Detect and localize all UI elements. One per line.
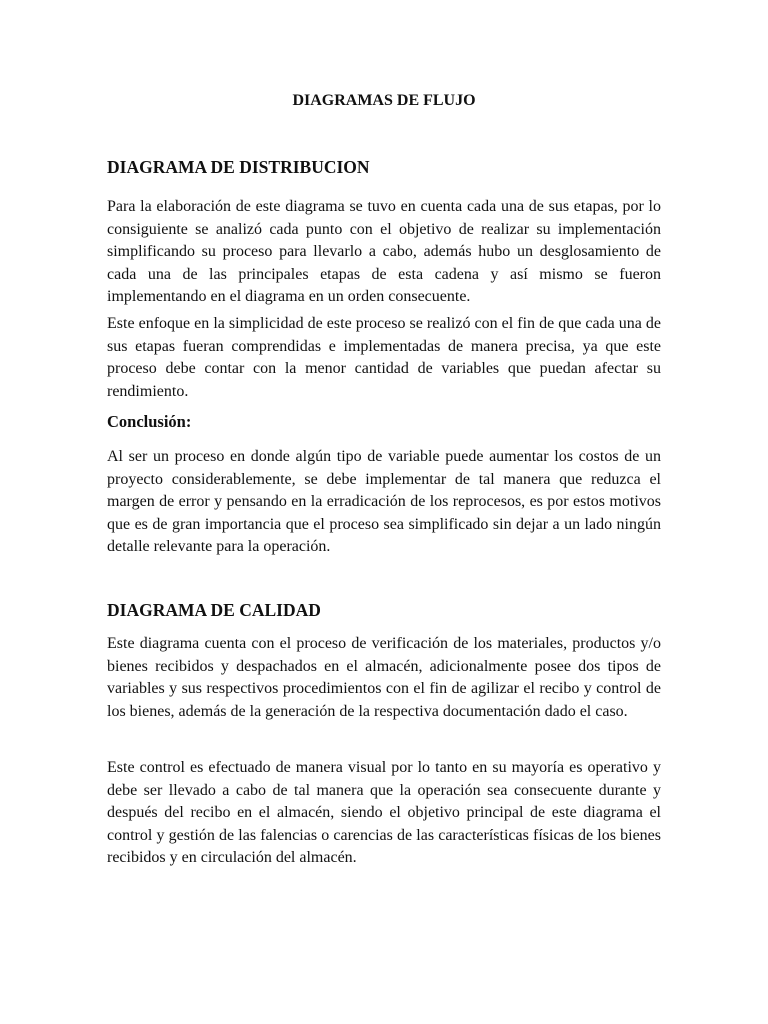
paragraph-distribucion-1: Para la elaboración de este diagrama se tuvo en cuenta cada una de sus etapas, por lo consiguiente se analizó cada punto con el objetivo de realizar su implementación simplificando su proceso para llevarlo a cabo, además hubo un desglosamiento de cada una de las principales etapas de esta cadena y así mismo se fueron implementando en el diagrama en un orden consecuente. xyxy=(107,198,661,305)
document-title: DIAGRAMAS DE FLUJO xyxy=(292,92,476,109)
conclusion-heading: Conclusión: xyxy=(107,412,192,431)
section-heading-distribucion: DIAGRAMA DE DISTRIBUCION xyxy=(107,157,370,177)
paragraph-calidad-2: Este control es efectuado de manera visual por lo tanto en su mayoría es operativo y debe ser llevado a cabo de tal manera que la operación sea consecuente durante y después del recibo en el almacén, siendo el objetivo principal de este diagrama el control y gestión de las falencias o carencias de las características físicas de los bienes recibidos y en circulación del almacén. xyxy=(107,759,661,866)
paragraph-distribucion-2: Este enfoque en la simplicidad de este proceso se realizó con el fin de que cada una de sus etapas fueran comprendidas e implementadas de manera precisa, ya que este proceso debe contar con la menor cantidad de variables que puedan afectar su rendimiento. xyxy=(107,315,661,400)
section-heading-calidad: DIAGRAMA DE CALIDAD xyxy=(107,600,321,620)
paragraph-calidad-1: Este diagrama cuenta con el proceso de verificación de los materiales, productos y/o bienes recibidos y despachados en el almacén, adicionalmente posee dos tipos de variables y sus respectivos procedimientos con el fin de agilizar el recibo y control de los bienes, además de la generación de la respectiva documentación dado el caso. xyxy=(107,635,661,720)
paragraph-conclusion: Al ser un proceso en donde algún tipo de variable puede aumentar los costos de un proyecto considerablemente, se debe implementar de tal manera que reduzca el margen de error y pensando en la erradicación de los reprocesos, es por estos motivos que es de gran importancia que el proceso sea simplificado sin dejar a un lado ningún detalle relevante para la operación. xyxy=(107,448,661,555)
